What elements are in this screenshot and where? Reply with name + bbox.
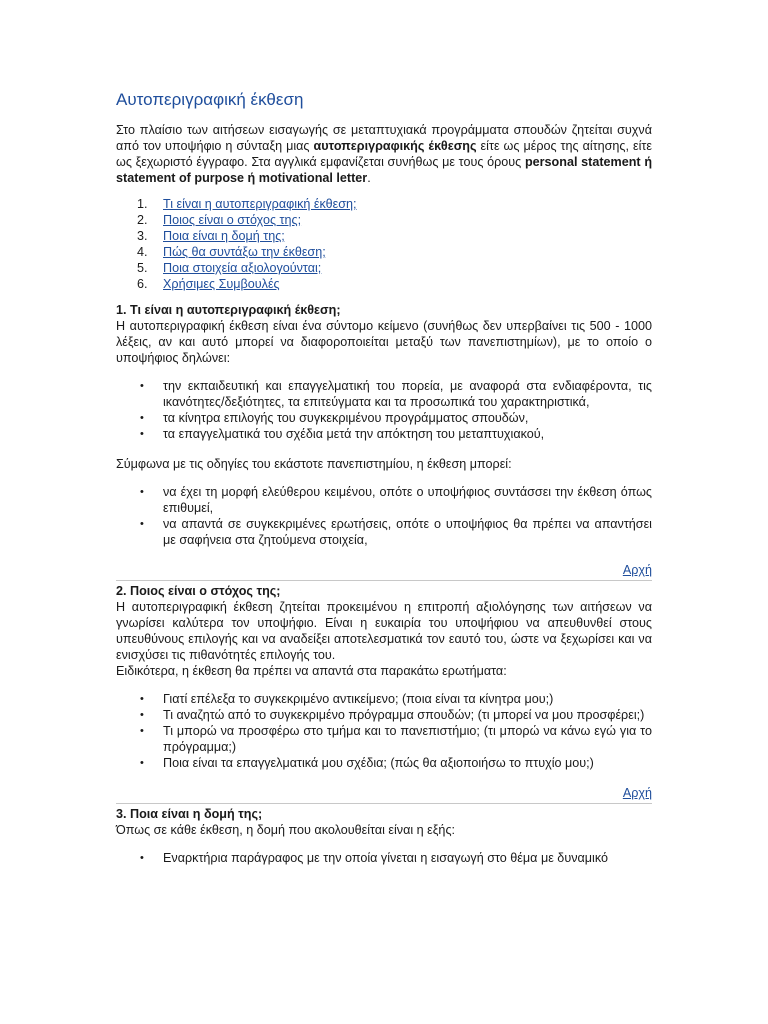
toc-link-structure[interactable]: Ποια είναι η δομή της;: [163, 229, 285, 243]
list-item: • Τι μπορώ να προσφέρω στο τμήμα και το πανεπιστήμιο; (τι μπορώ να κάνω εγώ για το πρόγραμμα;): [116, 723, 652, 755]
list-item: • τα κίνητρα επιλογής του συγκεκριμένου προγράμματος σπουδών,: [116, 410, 652, 426]
toc-number: 5.: [137, 261, 148, 275]
table-of-contents: [116, 196, 652, 292]
back-to-top-link[interactable]: Αρχή: [622, 563, 652, 577]
toc-item: [116, 212, 652, 228]
back-to-top-link[interactable]: Αρχή: [622, 786, 652, 800]
intro-text: είτε ως μέρος της αίτησης, είτε ως ξεχωριστό έγγραφο. Στα αγγλικά εμφανίζεται συνήθως με τους όρους: [116, 139, 652, 169]
section-divider: [116, 580, 652, 581]
toc-link-what-is[interactable]: Τι είναι η αυτοπεριγραφική έκθεση;: [163, 197, 357, 211]
list-item: • να απαντά σε συγκεκριμένες ερωτήσεις, οπότε ο υποψήφιος θα πρέπει να απαντήσει με σαφήνεια στα ζητούμενα στοιχεία,: [116, 516, 652, 548]
list-item: • την εκπαιδευτική και επαγγελματική του πορεία, με αναφορά στα ενδιαφέροντα, τις ικανότητες/δεξιότητες, τα επιτεύγματα και τα προσωπικά του χαρακτηριστικά,: [116, 378, 652, 410]
list-item: • τα επαγγελματικά του σχέδια μετά την απόκτηση του μεταπτυχιακού,: [116, 426, 652, 442]
toc-number: 3.: [137, 229, 148, 243]
toc-item: [116, 196, 652, 212]
list-item: • να έχει τη μορφή ελεύθερου κειμένου, οπότε ο υποψήφιος συντάσσει την έκθεση όπως επιθυμεί,: [116, 484, 652, 516]
intro-paragraph: [116, 122, 652, 186]
section-2-paragraph: Η αυτοπεριγραφική έκθεση ζητείται προκειμένου η επιτροπή αξιολόγησης των αιτήσεων να γνωρίσει καλύτερα τον υποψήφιο. Είναι η ευκαιρία του υποψήφιου να απευθυνθεί στους υπευθύνους επιλογής και να αναδείξει αποτελεσματικά τον εαυτό του, ώστε να ξεχωρίσει και να ενισχύσει τις πιθανότητές επιλογής του.: [116, 600, 652, 662]
toc-link-tips[interactable]: Χρήσιμες Συμβουλές: [163, 277, 280, 291]
section-1-bullet-list: [116, 378, 652, 442]
section-2-paragraph-2: Ειδικότερα, η έκθεση θα πρέπει να απαντά στα παρακάτω ερωτήματα:: [116, 664, 507, 678]
intro-text: Στο πλαίσιο των αιτήσεων εισαγωγής σε μεταπτυχιακά προγράμματα σπουδών ζητείται συχνά από τον υποψήφιο η σύνταξη μιας: [116, 123, 652, 153]
list-item: • Ποια είναι τα επαγγελματικά μου σχέδια; (πώς θα αξιοποιήσω το πτυχίο μου;): [116, 755, 652, 771]
section-1-heading: 1. Τι είναι η αυτοπεριγραφική έκθεση;: [116, 303, 341, 317]
toc-link-how-to-write[interactable]: Πώς θα συντάξω την έκθεση;: [163, 245, 326, 259]
toc-number: 6.: [137, 277, 148, 291]
toc-item: [116, 244, 652, 260]
section-3-paragraph: Όπως σε κάθε έκθεση, η δομή που ακολουθείται είναι η εξής:: [116, 823, 456, 837]
list-item: • Εναρκτήρια παράγραφος με την οποία γίνεται η εισαγωγή στο θέμα με δυναμικό: [116, 850, 652, 866]
page-title: Αυτοπεριγραφική έκθεση: [116, 90, 304, 109]
section-2-bullet-list: [116, 691, 652, 771]
toc-link-evaluation[interactable]: Ποια στοιχεία αξιολογούνται;: [163, 261, 322, 275]
toc-number: 1.: [137, 197, 148, 211]
section-1-paragraph: Η αυτοπεριγραφική έκθεση είναι ένα σύντομο κείμενο (συνήθως δεν υπερβαίνει τις 500 - 1000 λέξεις, αν και αυτό μπορεί να διαφοροποιείται μεταξύ των πανεπιστημίων), με το οποίο ο υποψήφιος δηλώνει:: [116, 319, 652, 365]
section-1-paragraph-2: Σύμφωνα με τις οδηγίες του εκάστοτε πανεπιστημίου, η έκθεση μπορεί:: [116, 457, 512, 471]
toc-item: [116, 228, 652, 244]
toc-item: [116, 276, 652, 292]
intro-text: .: [367, 171, 371, 185]
section-3-heading: 3. Ποια είναι η δομή της;: [116, 807, 263, 821]
section-3-bullet-list: [116, 850, 652, 866]
list-item: • Τι αναζητώ από το συγκεκριμένο πρόγραμμα σπουδών; (τι μπορεί να μου προσφέρει;): [116, 707, 652, 723]
toc-number: 2.: [137, 213, 148, 227]
document-content: [116, 90, 652, 880]
intro-bold-term: αυτοπεριγραφικής έκθεσης: [313, 139, 477, 153]
section-2-heading: 2. Ποιος είναι ο στόχος της;: [116, 584, 281, 598]
list-item: • Γιατί επέλεξα το συγκεκριμένο αντικείμενο; (ποια είναι τα κίνητρα μου;): [116, 691, 652, 707]
intro-bold-terms-english: personal statement ή statement of purpose ή motivational letter: [116, 155, 653, 185]
back-to-top: [116, 562, 652, 580]
section-1-bullet-list-2: [116, 484, 652, 548]
toc-number: 4.: [137, 245, 148, 259]
back-to-top: [116, 785, 652, 803]
section-divider: [116, 803, 652, 804]
toc-link-goal[interactable]: Ποιος είναι ο στόχος της;: [163, 213, 302, 227]
toc-item: [116, 260, 652, 276]
